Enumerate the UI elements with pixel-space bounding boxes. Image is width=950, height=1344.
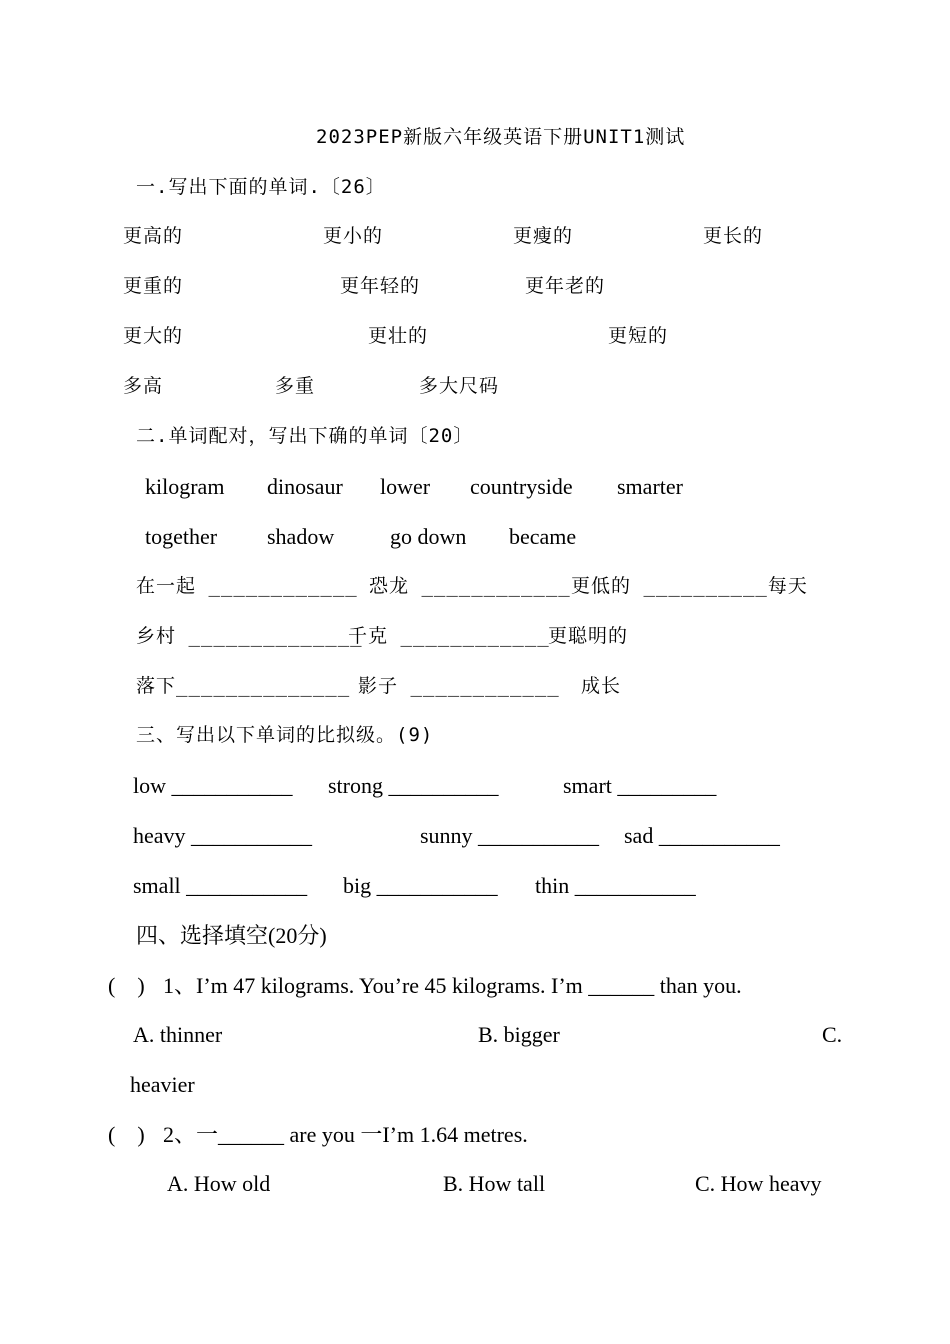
comparative-item[interactable]: big ___________	[343, 873, 498, 898]
answer-paren[interactable]: ( )	[108, 973, 145, 998]
comparative-item[interactable]: low ___________	[133, 773, 293, 798]
vocab-word: 更年老的	[525, 275, 606, 297]
option-c-text[interactable]: heavier	[130, 1072, 195, 1097]
vocab-word: 更短的	[608, 325, 669, 347]
comparative-item[interactable]: sad ___________	[624, 823, 780, 848]
option-b[interactable]: B. bigger	[478, 1022, 560, 1047]
vocab-word: 更大的	[123, 325, 184, 347]
answer-paren[interactable]: ( )	[108, 1122, 145, 1147]
vocab-word: 更高的	[123, 225, 184, 247]
match-blank[interactable]: 乡村 ______________	[136, 625, 363, 647]
match-blank[interactable]: 影子 ____________	[358, 675, 560, 697]
word-bank-item: lower	[380, 474, 431, 499]
match-blank[interactable]: 更低的 __________每天	[571, 575, 808, 597]
comparative-item[interactable]: thin ___________	[535, 873, 696, 898]
vocab-word: 更壮的	[368, 325, 429, 347]
section1-heading: 一.写出下面的单词.〔26〕	[136, 176, 386, 198]
comparative-item[interactable]: strong __________	[328, 773, 499, 798]
vocab-word: 更长的	[703, 225, 764, 247]
comparative-item[interactable]: heavy ___________	[133, 823, 313, 848]
question-stem: 1、I’m 47 kilograms. You’re 45 kilograms. I’m ______ than you.	[163, 973, 742, 998]
section2-heading: 二.单词配对，写出下确的单词〔20〕	[136, 425, 474, 447]
match-blank[interactable]: 千克 ____________	[348, 625, 550, 647]
word-bank-item: go down	[390, 524, 467, 549]
section3-heading: 三、写出以下单词的比拟级。(9)	[136, 724, 434, 746]
comparative-item[interactable]: smart _________	[563, 773, 717, 798]
comparative-item[interactable]: sunny ___________	[420, 823, 600, 848]
word-bank-item: dinosaur	[267, 474, 343, 499]
word-bank-item: countryside	[470, 474, 573, 499]
match-blank[interactable]: 恐龙 ____________	[369, 575, 571, 597]
match-blank[interactable]: 更聪明的	[548, 625, 629, 647]
vocab-word: 多高	[123, 375, 164, 397]
comparative-item[interactable]: small ___________	[133, 873, 308, 898]
match-blank[interactable]: 成长	[581, 675, 622, 697]
option-c[interactable]: C. How heavy	[695, 1171, 822, 1196]
option-b[interactable]: B. How tall	[443, 1171, 546, 1196]
section4-heading: 四、选择填空(20分)	[136, 923, 327, 948]
vocab-word: 更瘦的	[513, 225, 574, 247]
word-bank-item: kilogram	[145, 474, 225, 499]
match-blank[interactable]: 在一起 ____________	[136, 575, 358, 597]
word-bank-item: smarter	[617, 474, 683, 499]
question-stem: 2、一______ are you 一I’m 1.64 metres.	[163, 1122, 528, 1147]
option-a[interactable]: A. How old	[167, 1171, 271, 1196]
option-a[interactable]: A. thinner	[133, 1022, 223, 1047]
word-bank-item: shadow	[267, 524, 335, 549]
match-blank[interactable]: 落下______________	[136, 675, 351, 697]
vocab-word: 多重	[275, 375, 316, 397]
vocab-word: 更重的	[123, 275, 184, 297]
option-c-label[interactable]: C.	[822, 1022, 843, 1047]
vocab-word: 更年轻的	[340, 275, 421, 297]
vocab-word: 多大尺码	[419, 375, 500, 397]
page-title: 2023PEP新版六年级英语下册UNIT1测试	[316, 126, 686, 148]
word-bank-item: became	[509, 524, 577, 549]
vocab-word: 更小的	[323, 225, 384, 247]
word-bank-item: together	[145, 524, 218, 549]
